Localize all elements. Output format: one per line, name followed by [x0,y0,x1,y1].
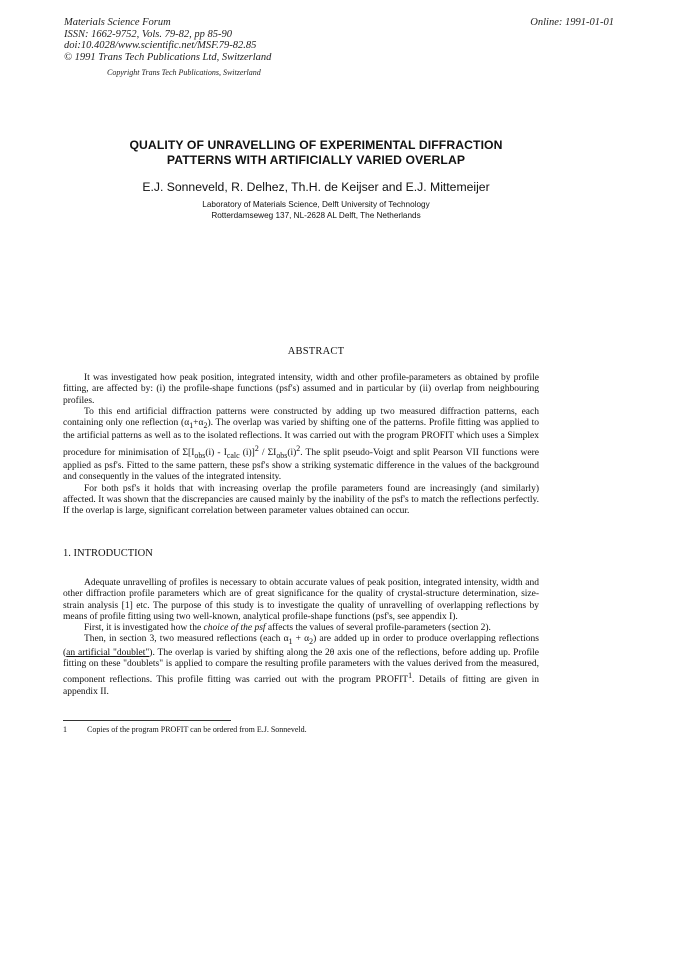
intro-paragraph: First, it is investigated how the choice of the psf affects the values of several profile-parameters (section 2). [84,623,491,634]
abstract-paragraph: For both psf's it holds that with increasing overlap the profile parameters found are increasingly (and similarly) affected. It was shown that the discrepancies are caused mainly by the inability of the psf's to match the reflections perfectly. If the overlap is large, significant correlation between parameter values obtained can occur. [63,483,539,517]
intro-paragraph: Then, in section 3, two measured reflections (each $\alpha_1 + \alpha_2$) are added up in order to produce overlapping reflections (an artificial "doublet"). The overlap is varied by shifting along the 2θ axis one of the reflections, before adding up. Profile fitting on these "doublets" is applied to compare the resulting profile parameters with the values derived from the measured, component reflections. This profile fitting was carried out with the program PROFIT$^1$. Details of fitting are given in appendix II. [63,634,539,697]
copyright-line: © 1991 Trans Tech Publications Ltd, Switzerland [64,51,272,63]
section-heading: 1. INTRODUCTION [63,548,153,559]
affiliation-line-1: Laboratory of Materials Science, Delft University of Technology [202,200,430,209]
introduction-body [63,578,539,698]
footnote-text: Copies of the program PROFIT can be ordered from E.J. Sonneveld. [87,725,307,734]
footnote-marker: 1 [408,671,413,681]
paper-title [100,138,532,168]
publisher-copyright: Copyright Trans Tech Publications, Switzerland [107,68,261,77]
title-line-2: PATTERNS WITH ARTIFICIALLY VARIED OVERLAP [166,153,466,167]
online-date: Online: 1991-01-01 [530,17,614,28]
underlined-phrase: an artificial "doublet" [66,647,150,658]
issn-line: ISSN: 1662-9752, Vols. 79-82, pp 85-90 [64,28,232,40]
footnote-rule [63,720,231,721]
journal-header [64,17,271,63]
intro-paragraph: Adequate unravelling of profiles is necessary to obtain accurate values of peak position, integrated intensity, width and other diffraction profile parameters which are of great significance for the quality of crystal-structure determination, size-strain analysis [1] etc. The purpose of this study is to investigate the quality of unravelling of overlapping reflections by means of profile fitting using two well-known, analytical profile-shape functions (psf's, see appendix I). [63,578,539,622]
title-line-1: QUALITY OF UNRAVELLING OF EXPERIMENTAL DIFFRACTION [129,138,503,152]
abstract-paragraph: It was investigated how peak position, integrated intensity, width and other profile-parameters as obtained by profile fitting, are affected by: (i) the profile-shape functions (psf's) assumed and in particular by (ii) overlap from neighbouring profiles. [63,373,539,406]
abstract-paragraph: To this end artificial diffraction patterns were constructed by adding up two measured diffraction patterns, each containing only one reflection $(\alpha_1+\alpha_2)$. The overlap was varied by shifting one of the patterns. Profile fitting was applied to the artificial patterns as well as to the isolated reflections. It was carried out with the program PROFIT which uses a Simplex procedure for minimisation of $\Sigma[I_{obs}(i) - I_{calc}$ $(i)]^2 / \Sigma I_{obs}(i)^2$. The split pseudo-Voigt and split Pearson VII functions were applied as psf's. Fitted to the same pattern, these psf's show a striking systematic difference in the values of the background and consequently in the values of the integrated intensity. [63,406,539,483]
footnote-number: 1 [63,725,67,734]
authors: E.J. Sonneveld, R. Delhez, Th.H. de Keijser and E.J. Mittemeijer [142,180,490,194]
footnote [63,725,307,734]
affiliation-line-2: Rotterdamseweg 137, NL-2628 AL Delft, The Netherlands [211,211,421,220]
affiliation [100,199,532,221]
abstract-heading: ABSTRACT [287,346,345,357]
doi-line: doi:10.4028/www.scientific.net/MSF.79-82.85 [64,40,257,51]
abstract-body [63,373,539,518]
journal-name: Materials Science Forum [64,17,171,28]
